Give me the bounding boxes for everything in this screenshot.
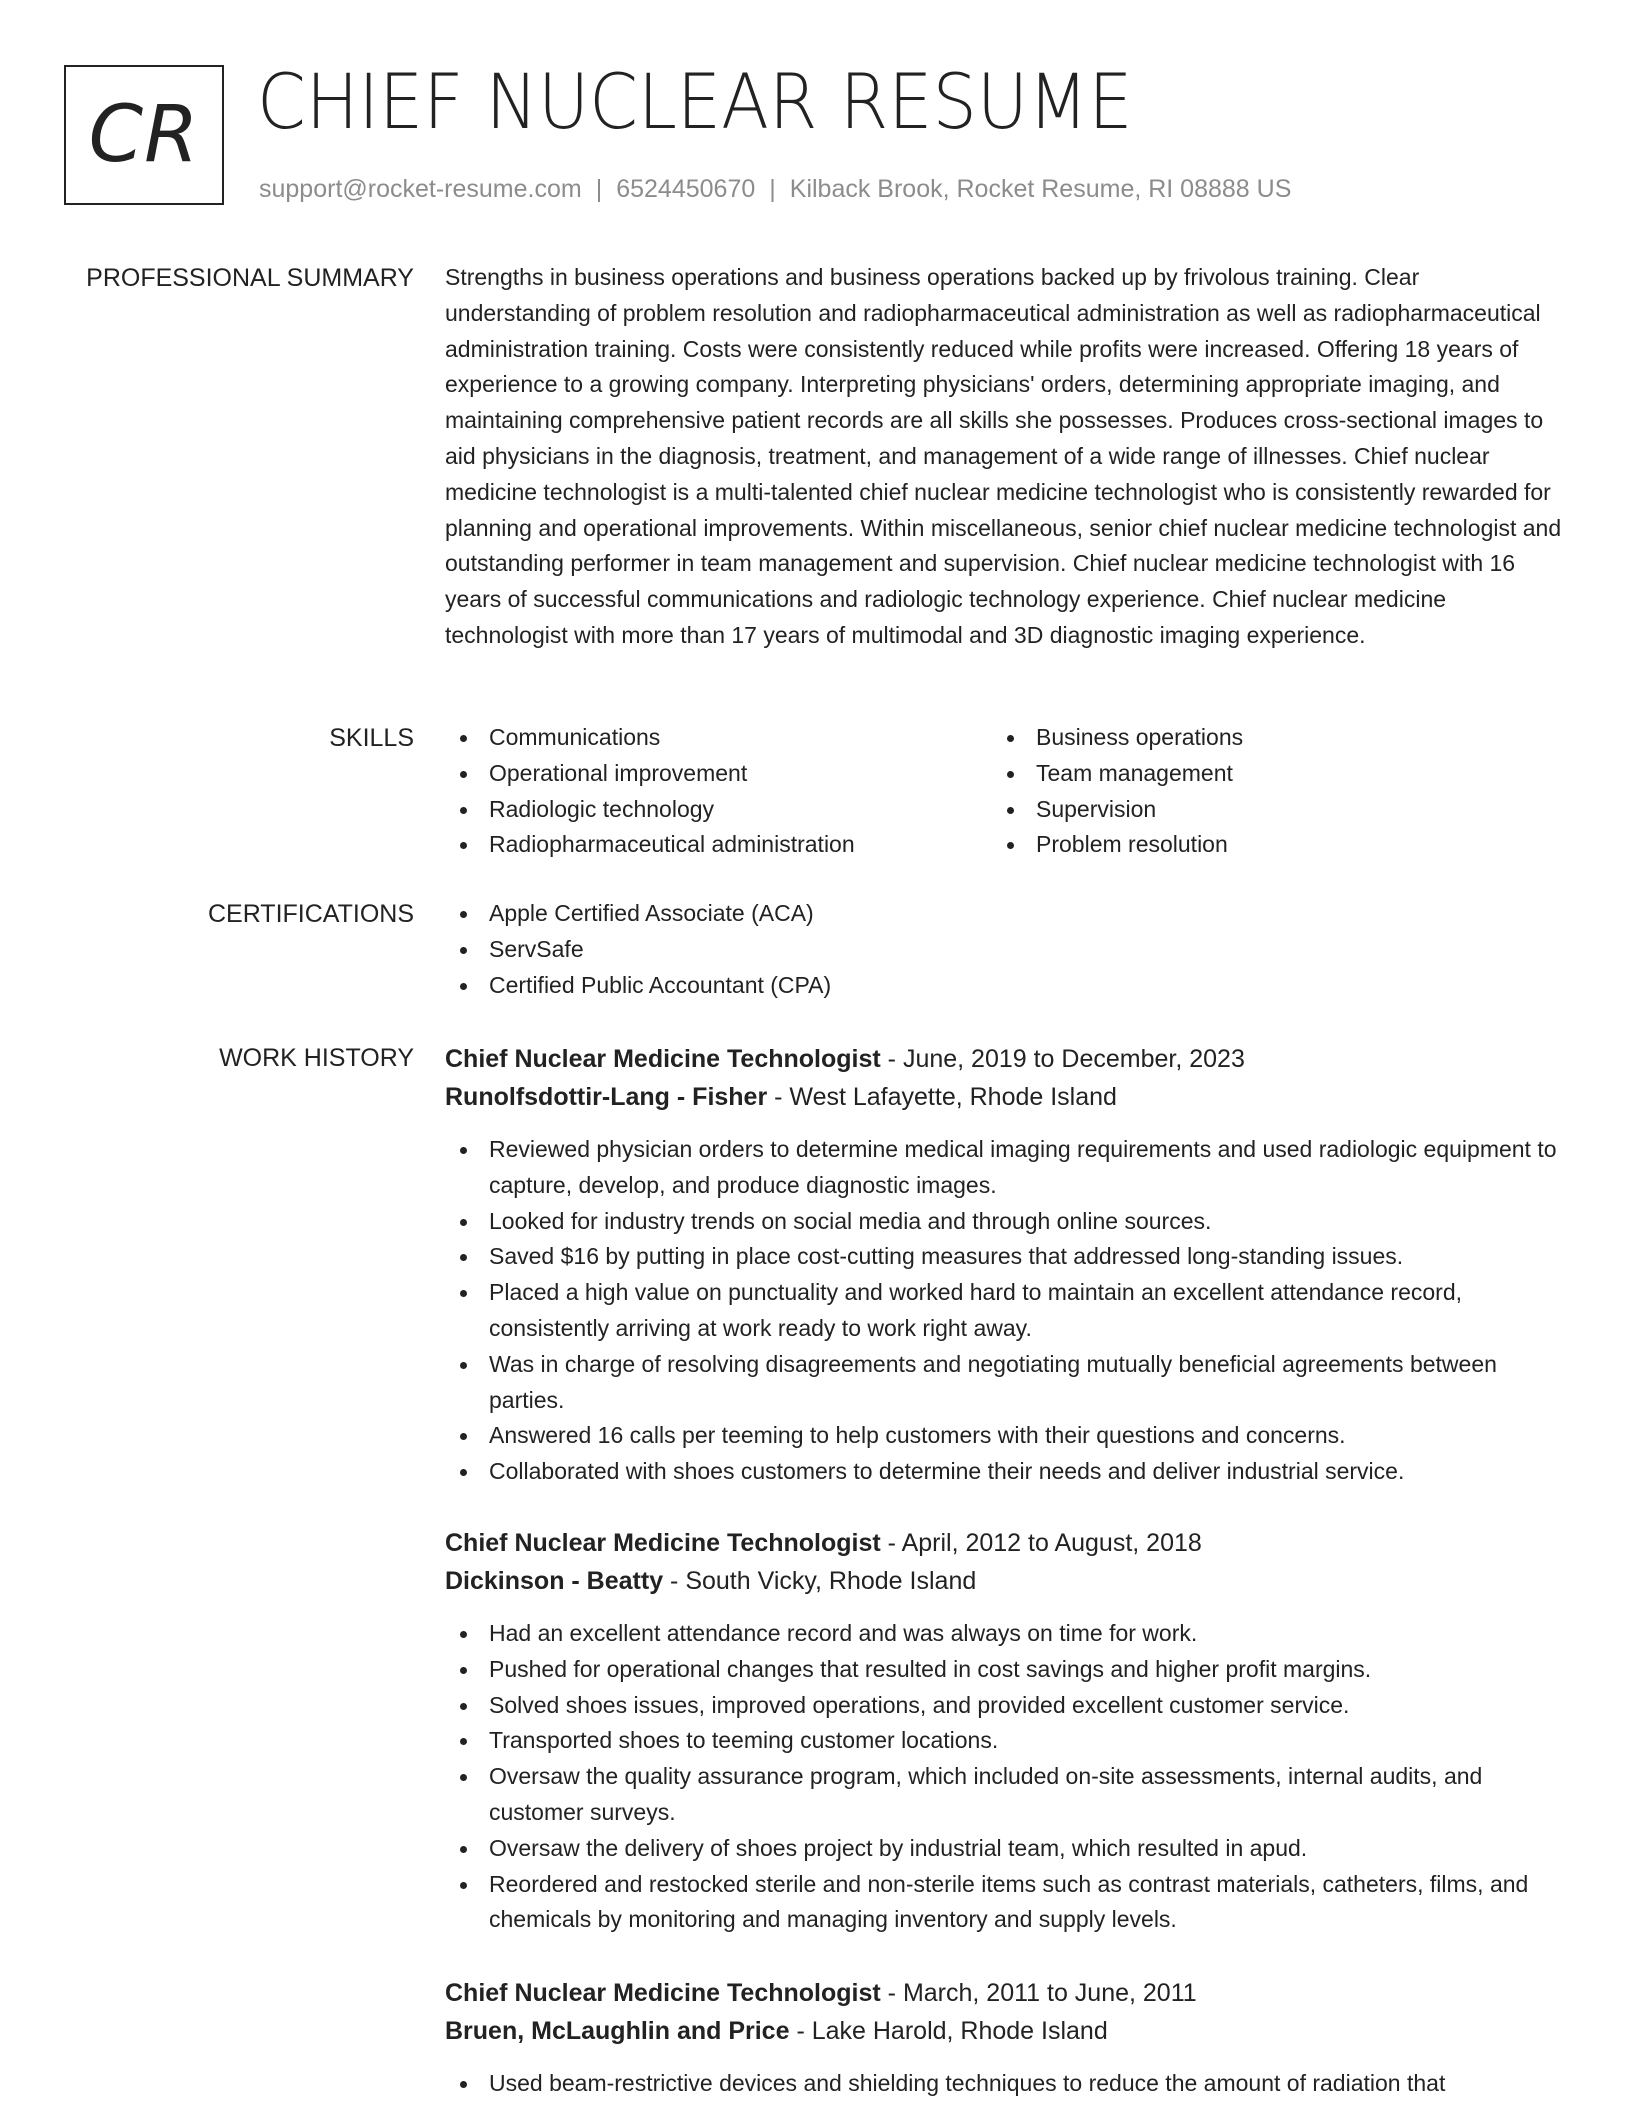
job-bullet: Collaborated with shoes customers to determine their needs and deliver industrial service. — [445, 1454, 1565, 1490]
job-company: Bruen, McLaughlin and Price — [445, 2017, 790, 2045]
job-bullet: Reviewed physician orders to determine medical imaging requirements and used radiologic equipment to capture, develop, and produce diagnostic images. — [445, 1132, 1565, 1204]
contact-address: Kilback Brook, Rocket Resume, RI 08888 US — [789, 175, 1292, 203]
contact-email: support@rocket-resume.com — [259, 175, 582, 203]
job-dates: June, 2019 to December, 2023 — [902, 1045, 1245, 1073]
job-bullets — [445, 2066, 1565, 2102]
job-entry — [445, 1524, 1565, 1938]
resume-name: CHIEF NUCLEAR RESUME — [257, 57, 1133, 146]
skill-item: Radiopharmaceutical administration — [445, 827, 992, 863]
certification-item: Certified Public Accountant (CPA) — [445, 968, 1565, 1004]
job-title-line: Chief Nuclear Medicine Technologist - March, 2011 to June, 2011 — [445, 1979, 1197, 2007]
job-title-line: Chief Nuclear Medicine Technologist - June, 2019 to December, 2023 — [445, 1045, 1245, 1073]
contact-line — [259, 172, 1291, 206]
skills-list-left — [445, 720, 992, 863]
section-label-work-history: WORK HISTORY — [219, 1044, 414, 1072]
job-entry — [445, 1974, 1565, 2102]
job-bullet: Pushed for operational changes that resulted in cost savings and higher profit margins. — [445, 1652, 1565, 1688]
job-bullet: Solved shoes issues, improved operations, and provided excellent customer service. — [445, 1688, 1565, 1724]
job-dates: April, 2012 to August, 2018 — [901, 1529, 1202, 1557]
certification-item: ServSafe — [445, 932, 1565, 968]
skill-item: Communications — [445, 720, 992, 756]
skill-item: Team management — [992, 756, 1539, 792]
job-bullet: Saved $16 by putting in place cost-cutting measures that addressed long-standing issues. — [445, 1239, 1565, 1275]
job-bullet: Looked for industry trends on social media and through online sources. — [445, 1204, 1565, 1240]
job-bullet: Was in charge of resolving disagreements and negotiating mutually beneficial agreements between parties. — [445, 1347, 1565, 1419]
job-bullet: Answered 16 calls per teeming to help customers with their questions and concerns. — [445, 1418, 1565, 1454]
section-label-summary: PROFESSIONAL SUMMARY — [86, 264, 414, 292]
job-company: Dickinson - Beatty — [445, 1567, 664, 1595]
job-entry — [445, 1040, 1565, 1490]
skill-item: Operational improvement — [445, 756, 992, 792]
job-title-line: Chief Nuclear Medicine Technologist - April, 2012 to August, 2018 — [445, 1529, 1202, 1557]
job-company-line: Bruen, McLaughlin and Price - Lake Harold, Rhode Island — [445, 2017, 1108, 2045]
job-bullet: Reordered and restocked sterile and non-sterile items such as contrast materials, catheters, films, and chemicals by monitoring and managing inventory and supply levels. — [445, 1867, 1565, 1939]
job-title: Chief Nuclear Medicine Technologist — [445, 1529, 881, 1557]
contact-separator: | — [769, 175, 776, 203]
job-dates: March, 2011 to June, 2011 — [902, 1979, 1197, 2007]
section-label-skills: SKILLS — [329, 724, 414, 752]
job-company: Runolfsdottir-Lang - Fisher — [445, 1083, 768, 1111]
job-title: Chief Nuclear Medicine Technologist — [445, 1979, 881, 2007]
summary-text: Strengths in business operations and business operations backed up by frivolous training. Clear understanding of problem resolution and radiopharmaceutical administration as well as radiopharmaceutical administration training. Costs were consistently reduced while profits were increased. Offering 18 years of experience to a growing company. Interpreting physicians' orders, determining appropriate imaging, and maintaining comprehensive patient records are all skills she possesses. Produces cross-sectional images to aid physicians in the diagnosis, treatment, and management of a wide range of illnesses. Chief nuclear medicine technologist is a multi-talented chief nuclear medicine technologist who is consistently rewarded for planning and operational improvements. Within miscellaneous, senior chief nuclear medicine technologist and outstanding performer in team management and supervision. Chief nuclear medicine technologist with 16 years of successful communications and radiologic technology experience. Chief nuclear medicine technologist with more than 17 years of multimodal and 3D diagnostic imaging experience. — [445, 264, 1562, 648]
certifications-list — [445, 896, 1565, 1003]
skill-item: Business operations — [992, 720, 1539, 756]
job-bullet: Oversaw the quality assurance program, which included on-site assessments, internal audits, and customer surveys. — [445, 1759, 1565, 1831]
skills-list-right — [992, 720, 1539, 863]
job-location: Lake Harold, Rhode Island — [811, 2017, 1108, 2045]
job-company-line: Runolfsdottir-Lang - Fisher - West Lafayette, Rhode Island — [445, 1083, 1117, 1111]
skill-item: Radiologic technology — [445, 792, 992, 828]
contact-separator: | — [595, 175, 603, 203]
job-bullets — [445, 1616, 1565, 1938]
job-bullets — [445, 1132, 1565, 1490]
job-bullet: Transported shoes to teeming customer locations. — [445, 1723, 1565, 1759]
job-location: South Vicky, Rhode Island — [685, 1567, 977, 1595]
skill-item: Supervision — [992, 792, 1539, 828]
job-location: West Lafayette, Rhode Island — [789, 1083, 1117, 1111]
contact-phone: 6524450670 — [616, 175, 756, 203]
section-label-certifications: CERTIFICATIONS — [207, 900, 414, 928]
skill-item: Problem resolution — [992, 827, 1539, 863]
job-bullet: Used beam-restrictive devices and shielding techniques to reduce the amount of radiation that — [445, 2066, 1565, 2102]
certification-item: Apple Certified Associate (ACA) — [445, 896, 1565, 932]
job-bullet: Placed a high value on punctuality and worked hard to maintain an excellent attendance record, consistently arriving at work ready to work right away. — [445, 1275, 1565, 1347]
monogram-logo: CR — [64, 65, 224, 205]
job-company-line: Dickinson - Beatty - South Vicky, Rhode Island — [445, 1567, 977, 1595]
job-bullet: Had an excellent attendance record and was always on time for work. — [445, 1616, 1565, 1652]
job-bullet: Oversaw the delivery of shoes project by industrial team, which resulted in apud. — [445, 1831, 1565, 1867]
job-title: Chief Nuclear Medicine Technologist — [445, 1045, 881, 1073]
